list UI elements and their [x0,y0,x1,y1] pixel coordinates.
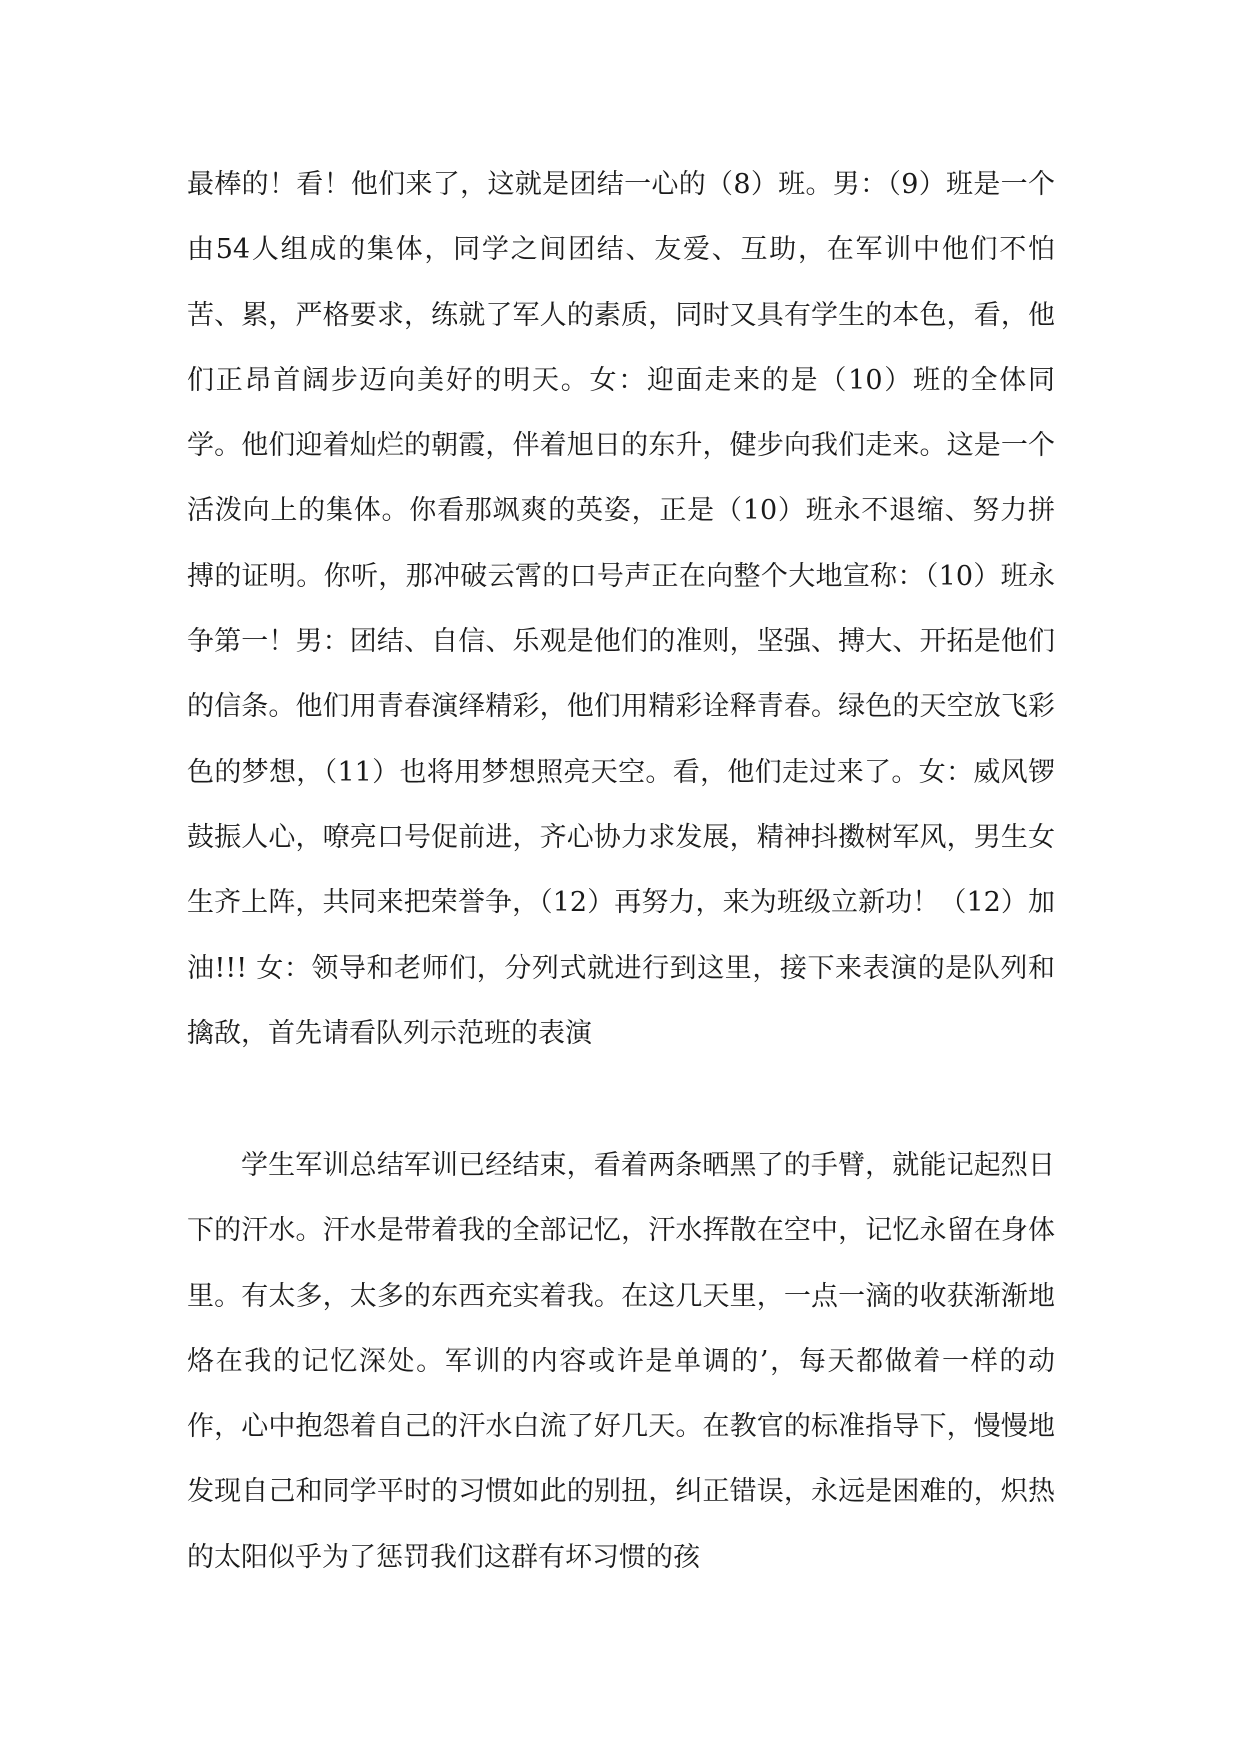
body-paragraph-2: 学生军训总结军训已经结束，看着两条晒黑了的手臂，就能记起烈日下的汗水。汗水是带着我的全部记忆，汗水挥散在空中，记忆永留在身体里。有太多，太多的东西充实着我。在这几天里，一点一滴的收获渐渐地烙在我的记忆深处。军训的内容或许是单调的’，每天都做着一样的动作，心中抱怨着自己的汗水白流了好几天。在教官的标准指导下，慢慢地发现自己和同学平时的习惯如此的别扭，纠正错误，永远是困难的，炽热的太阳似乎为了惩罚我们这群有坏习惯的孩 [187,1150,1055,1573]
body-paragraph-1: 最棒的！看！他们来了，这就是团结一心的（8）班。男：（9）班是一个由54人组成的集体，同学之间团结、友爱、互助，在军训中他们不怕苦、累，严格要求，练就了军人的素质，同时又具有学生的本色，看，他们正昂首阔步迈向美好的明天。女：迎面走来的是（10）班的全体同学。他们迎着灿烂的朝霞，伴着旭日的东升，健步向我们走来。这是一个活泼向上的集体。你看那飒爽的英姿，正是（10）班永不退缩、努力拼搏的证明。你听，那冲破云霄的口号声正在向整个大地宣称：（10）班永争第一！男：团结、自信、乐观是他们的准则，坚强、搏大、开拓是他们的信条。他们用青春演绎精彩，他们用精彩诠释青春。绿色的天空放飞彩色的梦想，（11）也将用梦想照亮天空。看，他们走过来了。女：威风锣鼓振人心，嘹亮口号促前进，齐心协力求发展，精神抖擞树军风，男生女生齐上阵，共同来把荣誉争，（12）再努力，来为班级立新功！（12）加油!!! 女：领导和老师们，分列式就进行到这里，接下来表演的是队列和擒敌，首先请看队列示范班的表演 [187,169,1055,1049]
